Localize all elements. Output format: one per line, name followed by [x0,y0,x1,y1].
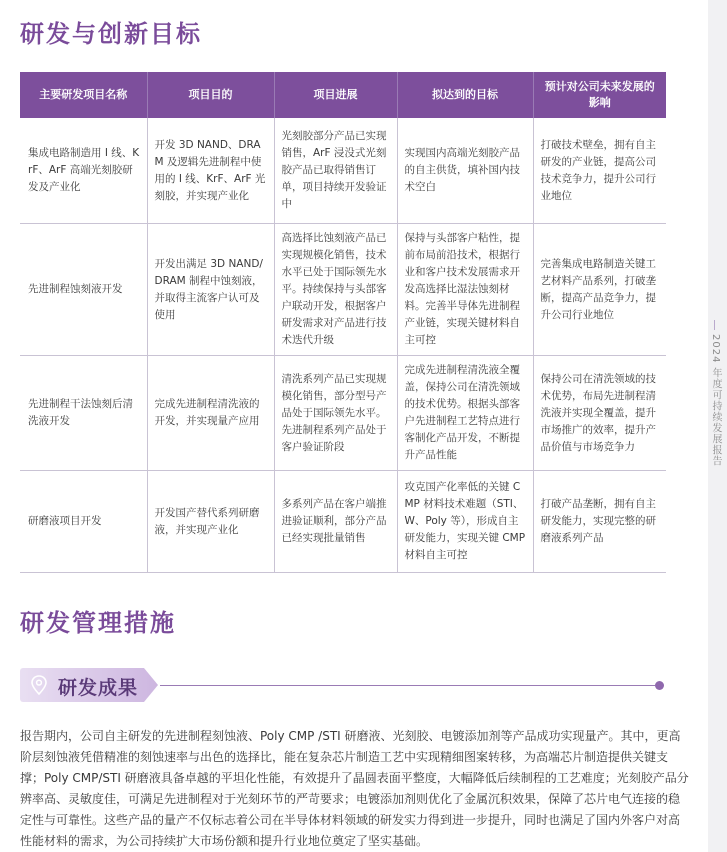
table-header-cell: 主要研发项目名称 [20,72,147,118]
report-name-vertical: 2024 年度可持续发展报告 [710,334,721,467]
table-cell: 保持与头部客户粘性，提前布局前沿技术，根据行业和客户技术发展需求开发高选择比湿法蚀刻材料。完善半导体先进制程产业链，实现关键材料自主可控 [397,224,533,356]
table-cell: 多系列产品在客户端推进验证顺利，部分产品已经实现批量销售 [274,471,397,573]
table-cell: 研磨液项目开发 [20,471,147,573]
rd-results-paragraph: 报告期内，公司自主研发的先进制程刻蚀液、Poly CMP /STI 研磨液、光刻胶、电镀添加剂等产品成功实现量产。其中，更高阶层刻蚀液凭借精准的刻蚀速率与出色的选择比，能在复杂芯片制造工艺中实现精细图案转移，为高端芯片制造提供关键支撑；Poly CMP/STI 研磨液具备卓越的平坦化性能，有效提升了晶圆表面平整度，大幅降低后续制程的工艺难度；光刻胶产品分辨率高、灵敏度佳，可满足先进制程对于光刻环节的严苛要求；电镀添加剂则优化了金属沉积效果，保障了芯片电气连接的稳定性与可靠性。这些产品的量产不仅标志着公司在半导体材料领域的研发实力得到进一步提升，同时也满足了国内外客户对高性能材料的需求，为公司持续扩大市场份额和提升行业地位奠定了坚实基础。 [20,729,689,848]
table-cell: 打破技术壁垒，拥有自主研发的产业链，提高公司技术竞争力，提升公司行业地位 [533,118,666,224]
side-divider [714,320,715,330]
table-row [20,471,666,573]
table-header-cell: 项目目的 [147,72,274,118]
table-cell: 先进制程蚀刻液开发 [20,224,147,356]
table-cell: 清洗系列产品已实现规模化销售，部分型号产品处于国际领先水平。先进制程系列产品处于客户验证阶段 [274,356,397,471]
table-cell: 完成先进制程清洗液全覆盖，保持公司在清洗领域的技术优势。根据头部客户先进制程工艺特点进行客制化产品开发，不断提升产品性能 [397,356,533,471]
section-title-rd-management: 研发管理措施 [20,609,176,637]
location-pin-icon [30,675,48,695]
section-title-rd-goals: 研发与创新目标 [20,20,202,48]
table-cell: 集成电路制造用 I 线、KrF、ArF 高端光刻胶研发及产业化 [20,118,147,224]
table-cell: 保持公司在清洗领域的技术优势，布局先进制程清洗液并实现全覆盖，提升市场推广的效率，提升产品价值与市场竞争力 [533,356,666,471]
divider-dot [655,681,664,690]
table-header-row [20,72,666,118]
table-cell: 光刻胶部分产品已实现销售，ArF 浸没式光刻胶产品已取得销售订单，项目持续开发验证中 [274,118,397,224]
table-cell: 完成先进制程清洗液的开发，并实现量产应用 [147,356,274,471]
table-cell: 打破产品垄断，拥有自主研发能力，实现完整的研磨液系列产品 [533,471,666,573]
table-cell: 开发 3D NAND、DRAM 及逻辑先进制程中使用的 I 线、KrF、ArF 光刻胶，并实现产业化 [147,118,274,224]
table-cell: 开发国产替代系列研磨液，并实现产业化 [147,471,274,573]
subsection-title: 研发成果 [58,677,139,699]
table-cell: 实现国内高端光刻胶产品的自主供货，填补国内技术空白 [397,118,533,224]
table-cell: 攻克国产化率低的关键 CMP 材料技术难题（STI、W、Poly 等），形成自主研发能力，实现关键 CMP 材料自主可控 [397,471,533,573]
table-header-cell: 预计对公司未来发展的影响 [533,72,666,118]
table-row [20,224,666,356]
table-cell: 完善集成电路制造关键工艺材料产品系列，打破垄断，提高产品竞争力，提升公司行业地位 [533,224,666,356]
table-header-cell: 项目进展 [274,72,397,118]
divider-line [160,685,655,686]
table-cell: 先进制程干法蚀刻后清洗液开发 [20,356,147,471]
rd-projects-table [20,72,666,573]
table-row [20,118,666,224]
table-row [20,356,666,471]
table-cell: 高选择比蚀刻液产品已实现规模化销售，技术水平已处于国际领先水平。持续保持与头部客户联动开发，根据客户研发需求对产品进行技术迭代升级 [274,224,397,356]
table-header-cell: 拟达到的目标 [397,72,533,118]
table-cell: 开发出满足 3D NAND/ DRAM 制程中蚀刻液，并取得主流客户认可及使用 [147,224,274,356]
